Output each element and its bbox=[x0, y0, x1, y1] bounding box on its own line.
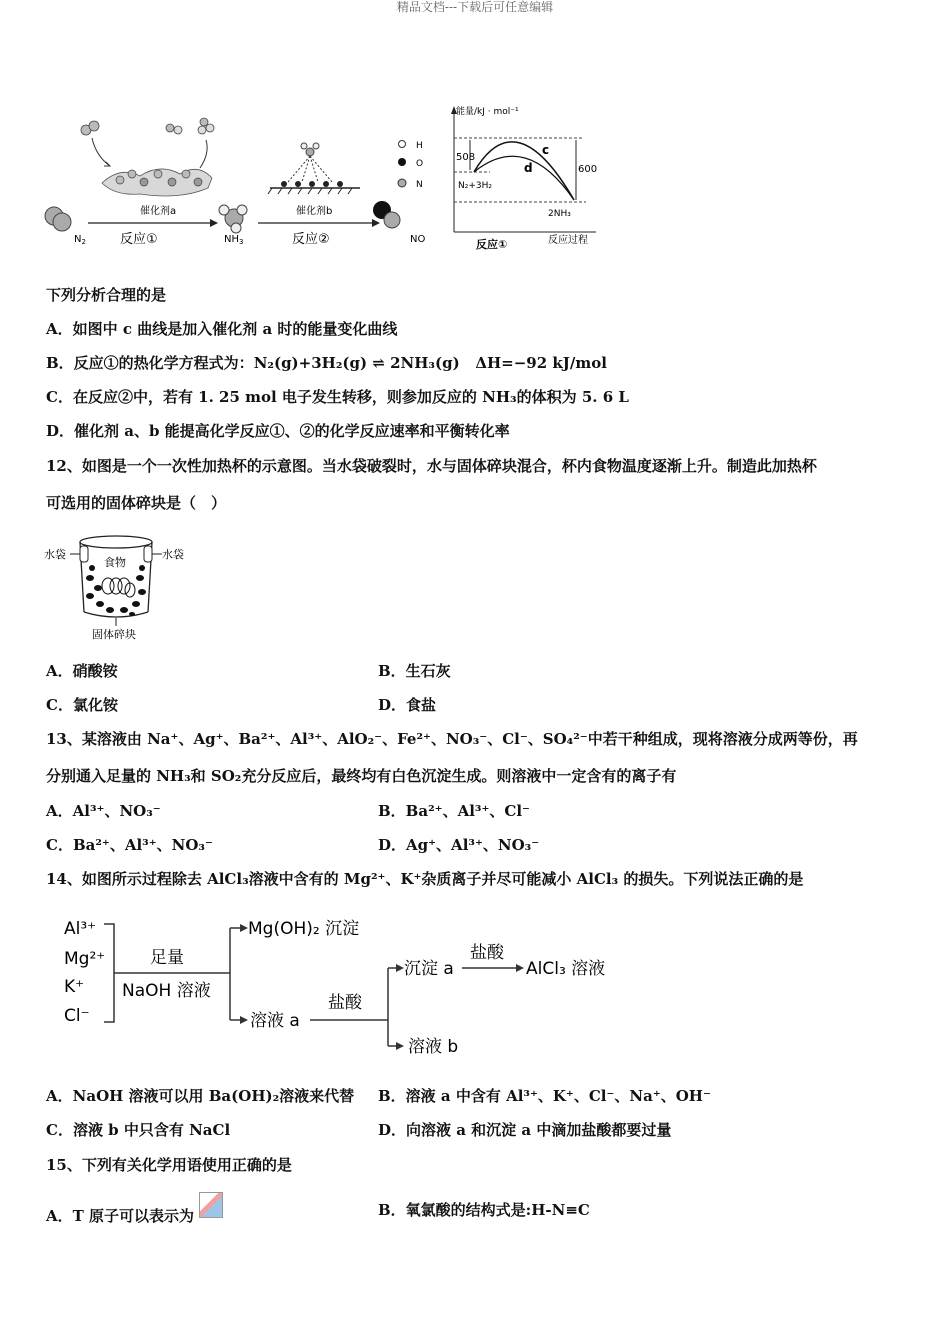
water-bag-right-label: 水袋 bbox=[162, 548, 184, 561]
value-508: 508 bbox=[456, 152, 476, 163]
outgoing-molecule-icon bbox=[166, 118, 214, 168]
incoming-molecule-icon bbox=[81, 121, 110, 166]
solution-b-label: 溶液 b bbox=[408, 1037, 459, 1057]
value-600: 600 bbox=[578, 164, 598, 175]
atom-legend bbox=[398, 141, 423, 191]
q13-option-a: A．Al³⁺、NO₃⁻ bbox=[46, 802, 161, 820]
legend-o: O bbox=[416, 159, 424, 169]
food-label: 食物 bbox=[104, 556, 126, 569]
catalyst-b-surface bbox=[268, 143, 360, 194]
q14-option-d: D．向溶液 a 和沉淀 a 中滴加盐酸都要过量 bbox=[378, 1121, 672, 1139]
q13-option-b: B．Ba²⁺、Al³⁺、Cl⁻ bbox=[378, 802, 530, 820]
reactants-label: N₂+3H₂ bbox=[458, 181, 492, 191]
q12-option-a: A．硝酸铵 bbox=[46, 662, 118, 680]
q14-option-c: C．溶液 b 中只含有 NaCl bbox=[46, 1121, 231, 1139]
nh3-label: $NH_3$ bbox=[224, 234, 244, 246]
heating-cup-diagram bbox=[44, 528, 204, 648]
reaction2-label: 反应② bbox=[292, 232, 330, 247]
hcl-label-2: 盐酸 bbox=[470, 943, 504, 963]
q15-stem: 15、下列有关化学用语使用正确的是 bbox=[46, 1156, 292, 1174]
q11-option-a: A．如图中 c 曲线是加入催化剂 a 时的能量变化曲线 bbox=[46, 320, 398, 338]
q14-stem: 14、如图所示过程除去 AlCl₃溶液中含有的 Mg²⁺、K⁺杂质离子并尽可能减小 AlCl₃ 的损失。下列说法正确的是 bbox=[46, 870, 804, 888]
q14-option-a: A．NaOH 溶液可以用 Ba(OH)₂溶液来代替 bbox=[46, 1087, 355, 1105]
mgoh2-precipitate-label: Mg(OH)₂ 沉淀 bbox=[248, 919, 360, 939]
q11-option-d: D．催化剂 a、b 能提高化学反应①、②的化学反应速率和平衡转化率 bbox=[46, 422, 510, 440]
alcl3-solution-label: AlCl₃ 溶液 bbox=[526, 959, 606, 979]
legend-n: N bbox=[416, 180, 423, 190]
products-label: 2NH₃ bbox=[548, 209, 571, 219]
legend-h: H bbox=[416, 141, 423, 151]
q14-option-b: B．溶液 a 中含有 Al³⁺、K⁺、Cl⁻、Na⁺、OH⁻ bbox=[378, 1087, 711, 1105]
q12-option-b: B．生石灰 bbox=[378, 662, 451, 680]
separation-flowchart bbox=[60, 910, 640, 1060]
q11-option-c: C．在反应②中，若有 1. 25 mol 电子发生转移，则参加反应的 NH₃的体积为 5. 6 L bbox=[46, 388, 629, 406]
hcl-label-1: 盐酸 bbox=[328, 993, 362, 1013]
energy-diagram bbox=[446, 100, 606, 255]
curve-d-label: d bbox=[524, 161, 533, 175]
n2-molecule-icon bbox=[45, 207, 71, 231]
q12-stem-1: 12、如图是一个一次性加热杯的示意图。当水袋破裂时，水与固体碎块混合，杯内食物温度逐渐上升。制造此加热杯 bbox=[46, 457, 817, 475]
catalyst-a-surface bbox=[102, 169, 212, 196]
n2-label: $N_2$ bbox=[74, 234, 86, 246]
chart-caption: 反应① bbox=[476, 238, 508, 251]
q13-stem-1: 13、某溶液由 Na⁺、Ag⁺、Ba²⁺、Al³⁺、AlO₂⁻、Fe²⁺、NO₃⁻、Cl⁻、SO₄²⁻中若干种组成，现将溶液分成两等份，再 bbox=[46, 730, 858, 748]
reagent-amount-label: 足量 bbox=[150, 948, 184, 968]
precipitate-a-label: 沉淀 a bbox=[404, 959, 454, 979]
q13-stem-2: 分别通入足量的 NH₃和 SO₂充分反应后，最终均有白色沉淀生成。则溶液中一定含有的离子有 bbox=[46, 767, 677, 785]
q12-option-d: D．食盐 bbox=[378, 696, 437, 714]
catalyst-b-label: 催化剂b bbox=[296, 206, 333, 217]
q13-option-c: C．Ba²⁺、Al³⁺、NO₃⁻ bbox=[46, 836, 213, 854]
ion-mg: Mg²⁺ bbox=[64, 949, 106, 969]
energy-axis-label: 能量/kJ · mol⁻¹ bbox=[456, 107, 519, 117]
broken-image-icon bbox=[199, 1192, 223, 1218]
reaction-diagram bbox=[40, 108, 440, 258]
q15-option-b: B．氧氯酸的结构式是:H-N≡C bbox=[378, 1201, 590, 1219]
x-axis-label: 反应过程 bbox=[548, 235, 588, 246]
nh3-molecule-icon bbox=[219, 205, 247, 233]
q13-option-d: D．Ag⁺、Al³⁺、NO₃⁻ bbox=[378, 836, 540, 854]
no-label: NO bbox=[410, 234, 426, 245]
ion-al: Al³⁺ bbox=[64, 919, 97, 939]
ion-k: K⁺ bbox=[64, 977, 85, 997]
intro-text: 下列分析合理的是 bbox=[46, 286, 167, 304]
solid-pieces-label: 固体碎块 bbox=[92, 628, 136, 641]
q11-option-b: B．反应①的热化学方程式为：N₂(g)+3H₂(g) ⇌ 2NH₃(g) ΔH=−92 kJ/mol bbox=[46, 354, 607, 372]
reaction1-label: 反应① bbox=[120, 232, 158, 247]
q12-stem-2: 可选用的固体碎块是（ ） bbox=[46, 494, 227, 512]
water-bag-left-label: 水袋 bbox=[44, 548, 66, 561]
q12-option-c: C．氯化铵 bbox=[46, 696, 118, 714]
curve-c-label: c bbox=[542, 143, 550, 157]
reagent-naoh-label: NaOH 溶液 bbox=[122, 981, 211, 1001]
solution-a-label: 溶液 a bbox=[250, 1011, 300, 1031]
page-header: 精品文档---下载后可任意编辑 bbox=[396, 0, 554, 14]
q15-option-a: A．T 原子可以表示为 bbox=[46, 1200, 223, 1226]
catalyst-a-label: 催化剂a bbox=[140, 206, 177, 217]
ion-cl: Cl⁻ bbox=[64, 1006, 90, 1026]
